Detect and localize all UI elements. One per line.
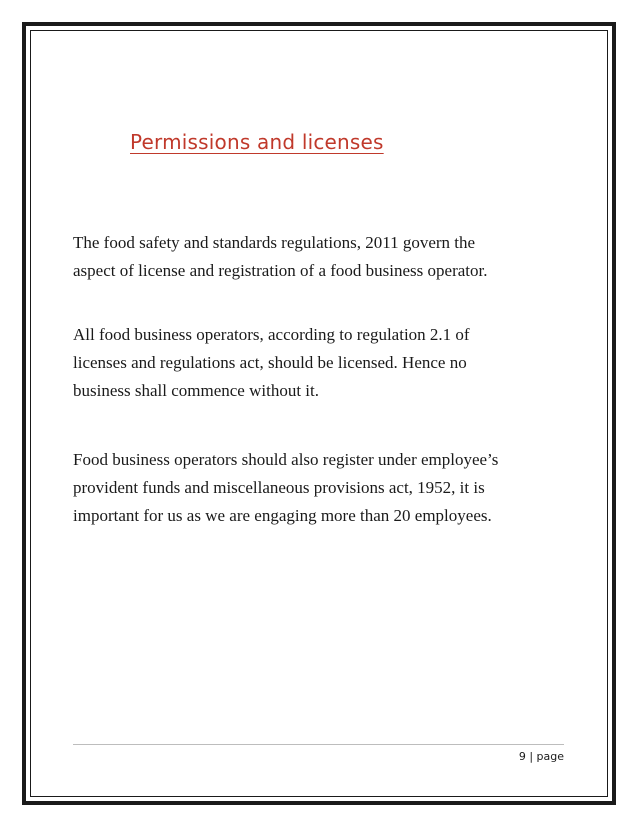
paragraph-line: important for us as we are engaging more than 20 employees. bbox=[73, 506, 492, 525]
paragraph-line: Food business operators should also register under employee’s bbox=[73, 450, 499, 469]
paragraph-1 bbox=[73, 229, 573, 285]
footer-divider bbox=[73, 744, 564, 745]
paragraph-line: business shall commence without it. bbox=[73, 381, 319, 400]
paragraph-2 bbox=[73, 321, 573, 405]
page-number: 9 | page bbox=[518, 750, 564, 763]
paragraph-line: The food safety and standards regulations, 2011 govern the bbox=[73, 233, 476, 252]
paragraph-line: aspect of license and registration of a food business operator. bbox=[73, 261, 488, 280]
paragraph-line: All food business operators, according to regulation 2.1 of bbox=[73, 325, 470, 344]
paragraph-line: provident funds and miscellaneous provisions act, 1952, it is bbox=[73, 478, 485, 497]
paragraph-3 bbox=[73, 446, 573, 530]
page-title: Permissions and licenses bbox=[130, 130, 384, 154]
paragraph-line: licenses and regulations act, should be licensed. Hence no bbox=[73, 353, 467, 372]
